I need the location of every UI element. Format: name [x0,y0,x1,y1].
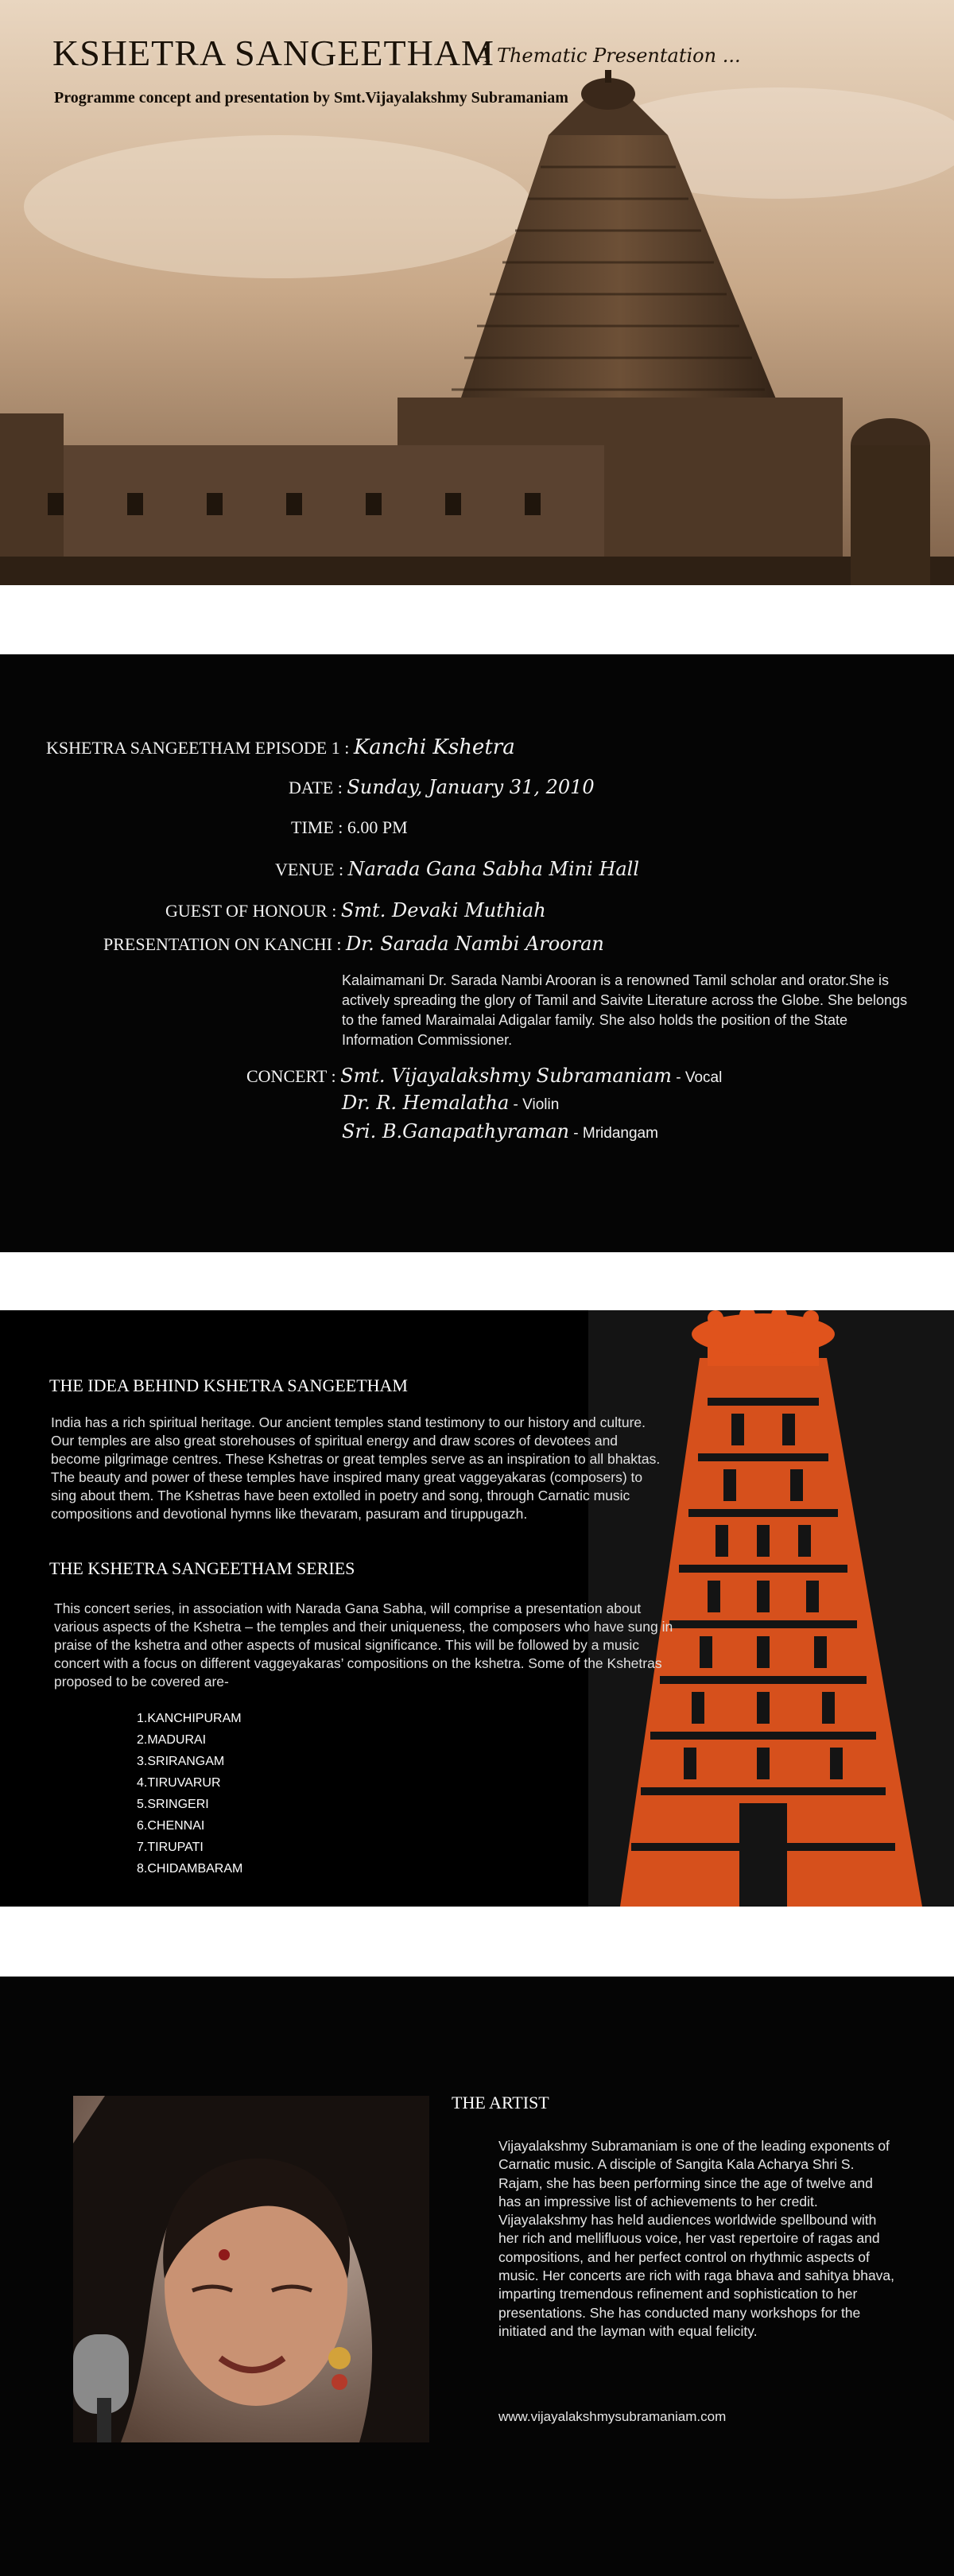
presentation-label: PRESENTATION ON KANCHI : [103,934,342,954]
presentation-line [103,933,604,955]
performer-line [342,1092,559,1114]
idea-heading: THE IDEA BEHIND KSHETRA SANGEETHAM [49,1375,408,1395]
concert-label: CONCERT : [246,1066,336,1086]
page-title: KSHETRA SANGEETHAM [52,33,494,73]
episode-line [46,735,515,759]
list-item: 1.KANCHIPURAM [137,1712,242,1725]
header-banner [0,0,954,585]
date-line [289,776,595,798]
episode-label: KSHETRA SANGEETHAM EPISODE 1 : [46,738,350,758]
episode-details-section [0,654,954,1252]
time-value: 6.00 PM [347,817,408,837]
date-value: Sunday, January 31, 2010 [347,776,595,798]
list-item: 5.SRINGERI [137,1798,209,1811]
presenter-bio: Kalaimamani Dr. Sarada Nambi Arooran is a renowned Tamil scholar and orator.She is actively spreading the glory of Tamil and Saivite Literature across the Globe. She belongs to the famed Maraimalai Adigalar family. She also holds the position of the State Information Commissioner. [342,972,908,1048]
artist-section [0,1977,954,2576]
performer-role: - Mridangam [569,1125,658,1142]
kshetra-list [137,1708,242,1880]
guest-label: GUEST OF HONOUR : [165,901,337,921]
idea-paragraph: India has a rich spiritual heritage. Our ancient temples stand testimony to our history and culture. Our temples are also great storehouses of spiritual energy and draw scores of devotees and become pilgrimage centres. These Kshetras or great temples serve as an inspiration to all bhaktas. The beauty and power of these temples have inspired many great vaggeyakaras (composers) to sing about them. The Kshetras have been extolled in poetry and song, through Carnatic music compositions and devotional hymns like thevaram, pasuram and tiruppugazh. [51,1414,661,1522]
venue-line [275,858,639,880]
list-item: 2.MADURAI [137,1733,207,1747]
temple-tower-photo [0,0,954,585]
time-line [291,817,408,838]
concert-line [246,1065,722,1087]
performer-role: - Vocal [671,1069,723,1086]
page-tagline: A Thematic Presentation ... [477,45,741,67]
list-item: 3.SRIRANGAM [137,1755,225,1768]
performer-name: Sri. B.Ganapathyraman [342,1120,569,1143]
singer-portrait-photo [73,2096,429,2442]
performer-role: - Violin [509,1096,560,1113]
time-label: TIME : [291,817,343,837]
date-label: DATE : [289,778,343,797]
artist-bio: Vijayalakshmy Subramaniam is one of the leading exponents of Carnatic music. A disciple of Sangita Kala Acharya Shri S. Rajam, she has been performing since the age of twelve and has an impressive list of achievements to her credit. Vijayalakshmy has held audiences worldwide spellbound with her rich and mellifluous voice, her vast repertoire of ragas and compositions, and her perfect control on rhythmic aspects of music. Her concerts are rich with raga bhava and sahitya bhava, imparting tremendous refinement and sophistication to her presentations. She has conducted many workshops for the initiated and the layman with equal felicity. [498,2138,895,2339]
idea-section [0,1310,954,1907]
list-item: 4.TIRUVARUR [137,1776,221,1790]
series-paragraph: This concert series, in association with Narada Gana Sabha, will comprise a presentation about various aspects of the Kshetra – the temples and their uniqueness, the composers who have sung in praise of the kshetra and other aspects of musical significance. This will be followed by a music concert with a focus on different vaggeyakaras’ compositions on the kshetra. Some of the Kshetras proposed to be covered are- [54,1600,673,1690]
series-heading: THE KSHETRA SANGEETHAM SERIES [49,1558,355,1578]
artist-website-link[interactable]: www.vijayalakshmysubramaniam.com [498,2409,727,2424]
guest-value: Smt. Devaki Muthiah [340,899,546,921]
performer-line [342,1120,658,1143]
list-item: 8.CHIDAMBARAM [137,1862,243,1876]
guest-line [165,899,546,921]
episode-value: Kanchi Kshetra [353,735,515,759]
list-item: 6.CHENNAI [137,1819,205,1833]
venue-label: VENUE : [275,859,344,879]
list-item: 7.TIRUPATI [137,1841,204,1854]
page-subtitle: Programme concept and presentation by Smt.Vijayalakshmy Subramaniam [54,89,568,107]
performer-name: Dr. R. Hemalatha [342,1092,510,1114]
presentation-value: Dr. Sarada Nambi Arooran [346,933,604,955]
artist-heading: THE ARTIST [452,2093,549,2112]
performer-name: Smt. Vijayalakshmy Subramaniam [340,1065,672,1087]
venue-value: Narada Gana Sabha Mini Hall [347,858,640,880]
